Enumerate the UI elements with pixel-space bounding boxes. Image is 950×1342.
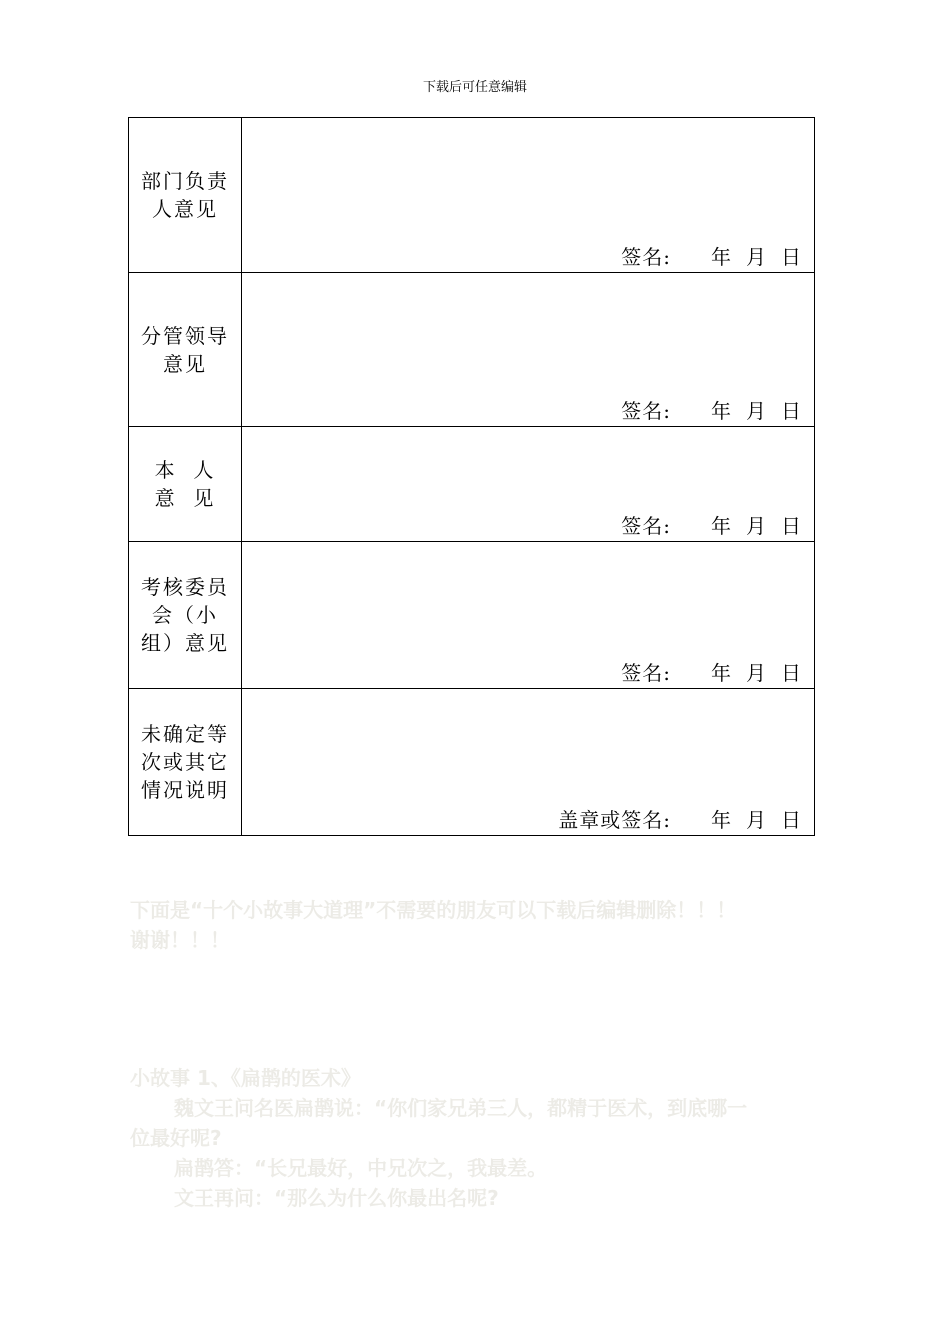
form-row-self — [129, 427, 815, 542]
page-header: 下载后可任意编辑 — [422, 80, 527, 95]
form-row-other-notes — [129, 689, 815, 836]
opinion-field[interactable] — [242, 542, 815, 689]
story-paragraph: 扁鹊答：“长兄最好，中兄次之，我最差。 — [174, 1156, 548, 1180]
story-paragraph: 魏文王问名医扁鹊说：“你们家兄弟三人，都精于医术，到底哪一 — [174, 1096, 748, 1120]
row-label: 分管领导 意见 — [129, 273, 242, 427]
opinion-field[interactable] — [242, 118, 815, 273]
row-label: 未确定等 次或其它 情况说明 — [129, 689, 242, 836]
opinion-field[interactable] — [242, 273, 815, 427]
opinion-field[interactable] — [242, 689, 815, 836]
row-label: 考核委员 会（小 组）意见 — [129, 542, 242, 689]
row-label: 本 人 意 见 — [129, 427, 242, 542]
notice-text: 下面是“十个小故事大道理”不需要的朋友可以下载后编辑删除！！！ 谢谢！！！ — [130, 898, 737, 952]
form-row-supervising-leader — [129, 273, 815, 427]
signature-line: 签名: 年 月 日 — [621, 245, 802, 269]
story-paragraph-cont: 位最好呢? — [130, 1126, 222, 1150]
form-row-committee — [129, 542, 815, 689]
story-title: 小故事 1、《扁鹊的医术》 — [130, 1066, 361, 1090]
story-paragraph: 文王再问：“那么为什么你最出名呢? — [174, 1186, 499, 1210]
approval-form-table — [128, 117, 815, 836]
form-row-department-head — [129, 118, 815, 273]
signature-line: 盖章或签名: 年 月 日 — [558, 808, 802, 832]
row-label: 部门负责 人意见 — [129, 118, 242, 273]
opinion-field[interactable] — [242, 427, 815, 542]
signature-line: 签名: 年 月 日 — [621, 661, 802, 685]
signature-line: 签名: 年 月 日 — [621, 514, 802, 538]
signature-line: 签名: 年 月 日 — [621, 399, 802, 423]
story-section — [130, 1063, 820, 1213]
